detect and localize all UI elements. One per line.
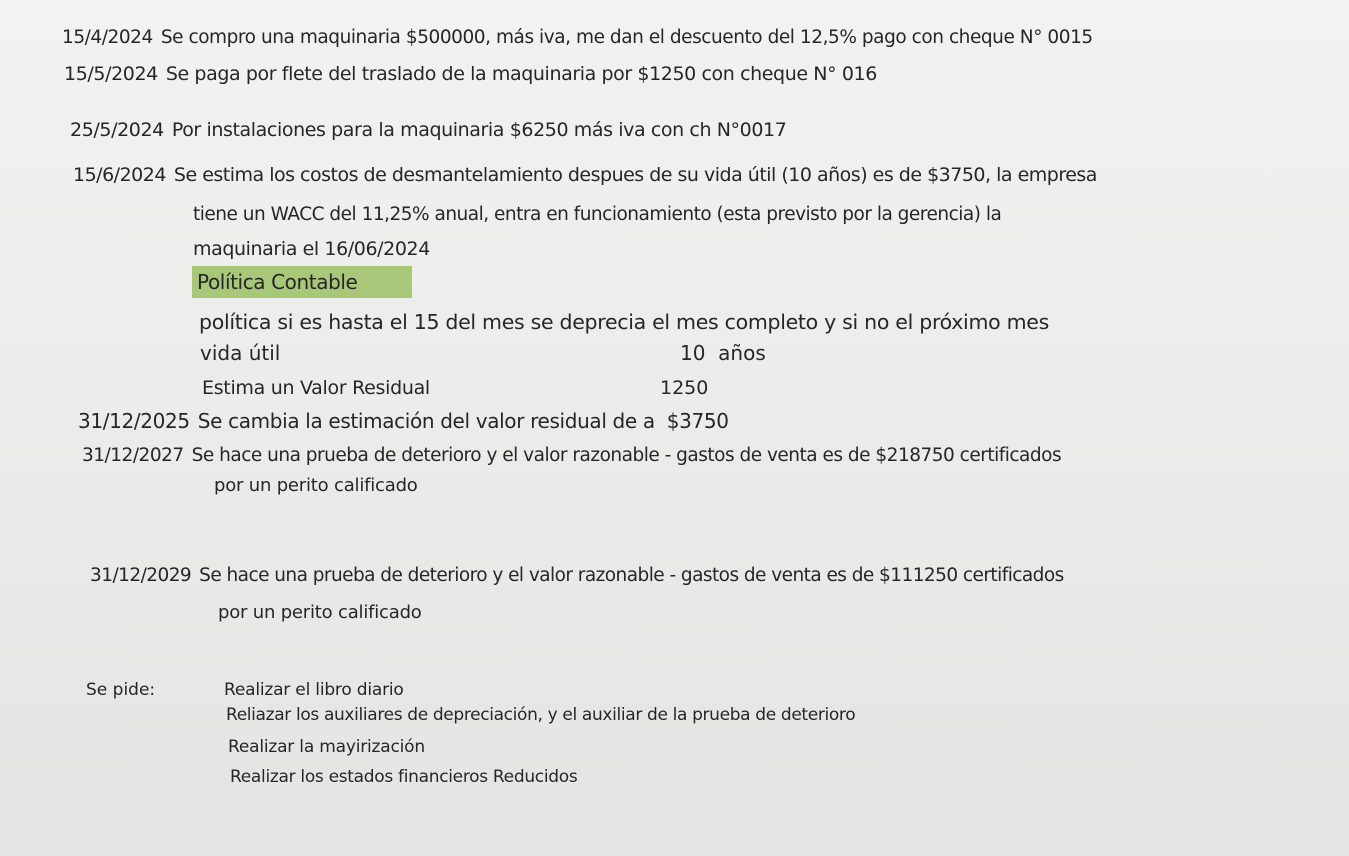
requirement-item: Realizar la mayirización xyxy=(228,737,425,757)
policy-heading: Política Contable xyxy=(197,270,358,294)
entry-date: 31/12/2027 xyxy=(82,445,184,466)
entry-text: Se cambia la estimación del valor residual de a $3750 xyxy=(197,409,729,433)
entry-text: Se paga por flete del traslado de la maquinaria por $1250 con cheque N° 016 xyxy=(165,63,877,85)
entry-row xyxy=(78,409,729,433)
entry-row xyxy=(90,564,1064,588)
requirement-item: Realizar los estados financieros Reducidos xyxy=(230,767,578,787)
entry-date: 15/6/2024 xyxy=(73,164,166,186)
entry-date: 15/5/2024 xyxy=(64,63,158,85)
entry-row xyxy=(73,163,1097,187)
entry-continuation: por un perito calificado xyxy=(218,602,422,623)
entry-date: 15/4/2024 xyxy=(62,27,153,48)
entry-text: Se estima los costos de desmantelamiento despues de su vida útil (10 años) es de $3750, la empresa xyxy=(173,164,1097,186)
entry-continuation: tiene un WACC del 11,25% anual, entra en funcionamiento (esta previsto por la gerencia) la xyxy=(193,204,1002,225)
entry-date: 31/12/2025 xyxy=(78,409,190,433)
entry-date: 31/12/2029 xyxy=(90,565,192,586)
entry-date: 25/5/2024 xyxy=(70,119,164,141)
useful-life-value: 10 años xyxy=(680,341,766,365)
entry-row xyxy=(70,118,786,142)
requirement-item: Reliazar los auxiliares de depreciación, y el auxiliar de la prueba de deterioro xyxy=(226,705,856,725)
residual-value: 1250 xyxy=(660,377,709,399)
useful-life-label: vida útil xyxy=(200,341,281,365)
requirement-item: Realizar el libro diario xyxy=(224,680,404,700)
entry-continuation: por un perito calificado xyxy=(214,475,418,496)
requirements-label: Se pide: xyxy=(86,680,156,700)
residual-label: Estima un Valor Residual xyxy=(202,377,430,399)
entry-text: Por instalaciones para la maquinaria $6250 más iva con ch N°0017 xyxy=(171,119,787,141)
entry-text: Se compro una maquinaria $500000, más iva, me dan el descuento del 12,5% pago con cheque N° 0015 xyxy=(160,27,1093,48)
entry-text: Se hace una prueba de deterioro y el valor razonable - gastos de venta es de $218750 certificados xyxy=(191,445,1062,466)
entry-row xyxy=(64,62,877,86)
entry-text: Se hace una prueba de deterioro y el valor razonable - gastos de venta es de $111250 certificados xyxy=(199,565,1064,586)
policy-text: política si es hasta el 15 del mes se deprecia el mes completo y si no el próximo mes xyxy=(199,310,1049,334)
entry-continuation: maquinaria el 16/06/2024 xyxy=(193,238,430,260)
entry-row xyxy=(62,26,1093,50)
entry-row xyxy=(82,444,1061,468)
